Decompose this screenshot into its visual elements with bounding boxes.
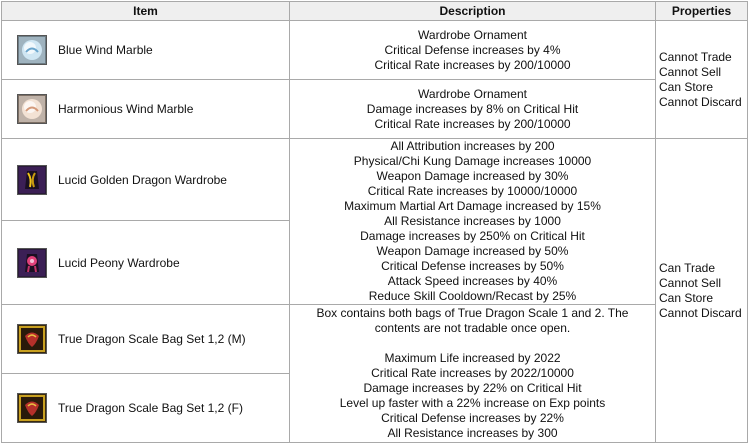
header-description: Description xyxy=(290,2,656,21)
item-cell xyxy=(2,21,290,80)
item-cell xyxy=(2,80,290,139)
description-line: Maximum Life increased by 2022 xyxy=(384,351,561,365)
property-line: Cannot Sell xyxy=(659,275,722,290)
description-line: Wardrobe Ornament xyxy=(418,86,527,101)
property-line: Cannot Discard xyxy=(659,94,742,109)
description-line: Critical Defense increases by 50% xyxy=(381,259,564,273)
item-name: Lucid Golden Dragon Wardrobe xyxy=(58,172,227,187)
description-line: Maximum Martial Art Damage increased by 15% xyxy=(344,199,601,213)
description-cell xyxy=(290,305,656,443)
item-cell xyxy=(2,374,290,443)
property-line: Can Store xyxy=(659,290,714,305)
harmonious-marble-icon xyxy=(17,94,47,124)
description-line: Critical Defense increases by 4% xyxy=(384,42,561,57)
description-line: Damage increases by 22% on Critical Hit xyxy=(363,381,582,395)
blue-marble-icon xyxy=(17,35,47,65)
property-line: Cannot Sell xyxy=(659,64,722,79)
description-line: Critical Rate increases by 10000/10000 xyxy=(367,184,578,198)
bag-note: Box contains both bags of True Dragon Scale 1 and 2. The contents are not tradable once open. xyxy=(316,306,629,335)
header-row xyxy=(2,2,748,21)
description-line: Reduce Skill Cooldown/Recast by 25% xyxy=(368,289,577,303)
item-cell xyxy=(2,139,290,221)
description-line: Attack Speed increases by 40% xyxy=(387,274,558,288)
item-cell xyxy=(2,305,290,374)
table-row xyxy=(2,21,748,80)
description-line: Critical Rate increases by 2022/10000 xyxy=(371,366,574,380)
description-line: Critical Defense increases by 22% xyxy=(381,411,564,425)
spacer xyxy=(290,336,655,351)
description-line: Wardrobe Ornament xyxy=(418,27,527,42)
dragon-scale-bag-icon xyxy=(17,393,47,423)
description-line: All Resistance increases by 300 xyxy=(387,426,558,440)
description-cell xyxy=(290,80,656,139)
property-line: Cannot Discard xyxy=(659,305,742,320)
peony-wardrobe-icon xyxy=(17,248,47,278)
description-line: Critical Rate increases by 200/10000 xyxy=(374,116,571,131)
description-line: Physical/Chi Kung Damage increases 10000 xyxy=(353,154,592,168)
property-line: Can Store xyxy=(659,79,714,94)
description-cell xyxy=(290,139,656,305)
description-line: Critical Rate increases by 200/10000 xyxy=(374,57,571,72)
description-line: Level up faster with a 22% increase on Exp points xyxy=(339,396,606,410)
properties-cell xyxy=(656,139,748,443)
description-line: All Attribution increases by 200 xyxy=(390,139,555,153)
property-line: Cannot Trade xyxy=(659,49,732,64)
golden-dragon-wardrobe-icon xyxy=(17,165,47,195)
table-row xyxy=(2,80,748,139)
description-cell xyxy=(290,21,656,80)
item-name: Blue Wind Marble xyxy=(58,43,153,57)
properties-cell xyxy=(656,21,748,139)
items-table xyxy=(1,1,748,443)
description-line: All Resistance increases by 1000 xyxy=(384,214,561,228)
item-cell xyxy=(2,221,290,305)
table-row xyxy=(2,139,748,221)
description-line: Weapon Damage increased by 30% xyxy=(376,169,569,183)
description-line: Damage increases by 8% on Critical Hit xyxy=(366,101,579,116)
description-line: Damage increases by 250% on Critical Hit xyxy=(360,229,585,243)
item-name: True Dragon Scale Bag Set 1,2 (F) xyxy=(58,401,243,415)
item-name: Lucid Peony Wardrobe xyxy=(58,255,180,270)
dragon-scale-bag-icon xyxy=(17,324,47,354)
description-line: Weapon Damage increased by 50% xyxy=(376,244,569,258)
header-item: Item xyxy=(2,2,290,21)
table-row xyxy=(2,305,748,374)
item-name: Harmonious Wind Marble xyxy=(58,102,194,116)
property-line: Can Trade xyxy=(659,260,716,275)
item-name: True Dragon Scale Bag Set 1,2 (M) xyxy=(58,332,246,346)
header-properties: Properties xyxy=(656,2,748,21)
